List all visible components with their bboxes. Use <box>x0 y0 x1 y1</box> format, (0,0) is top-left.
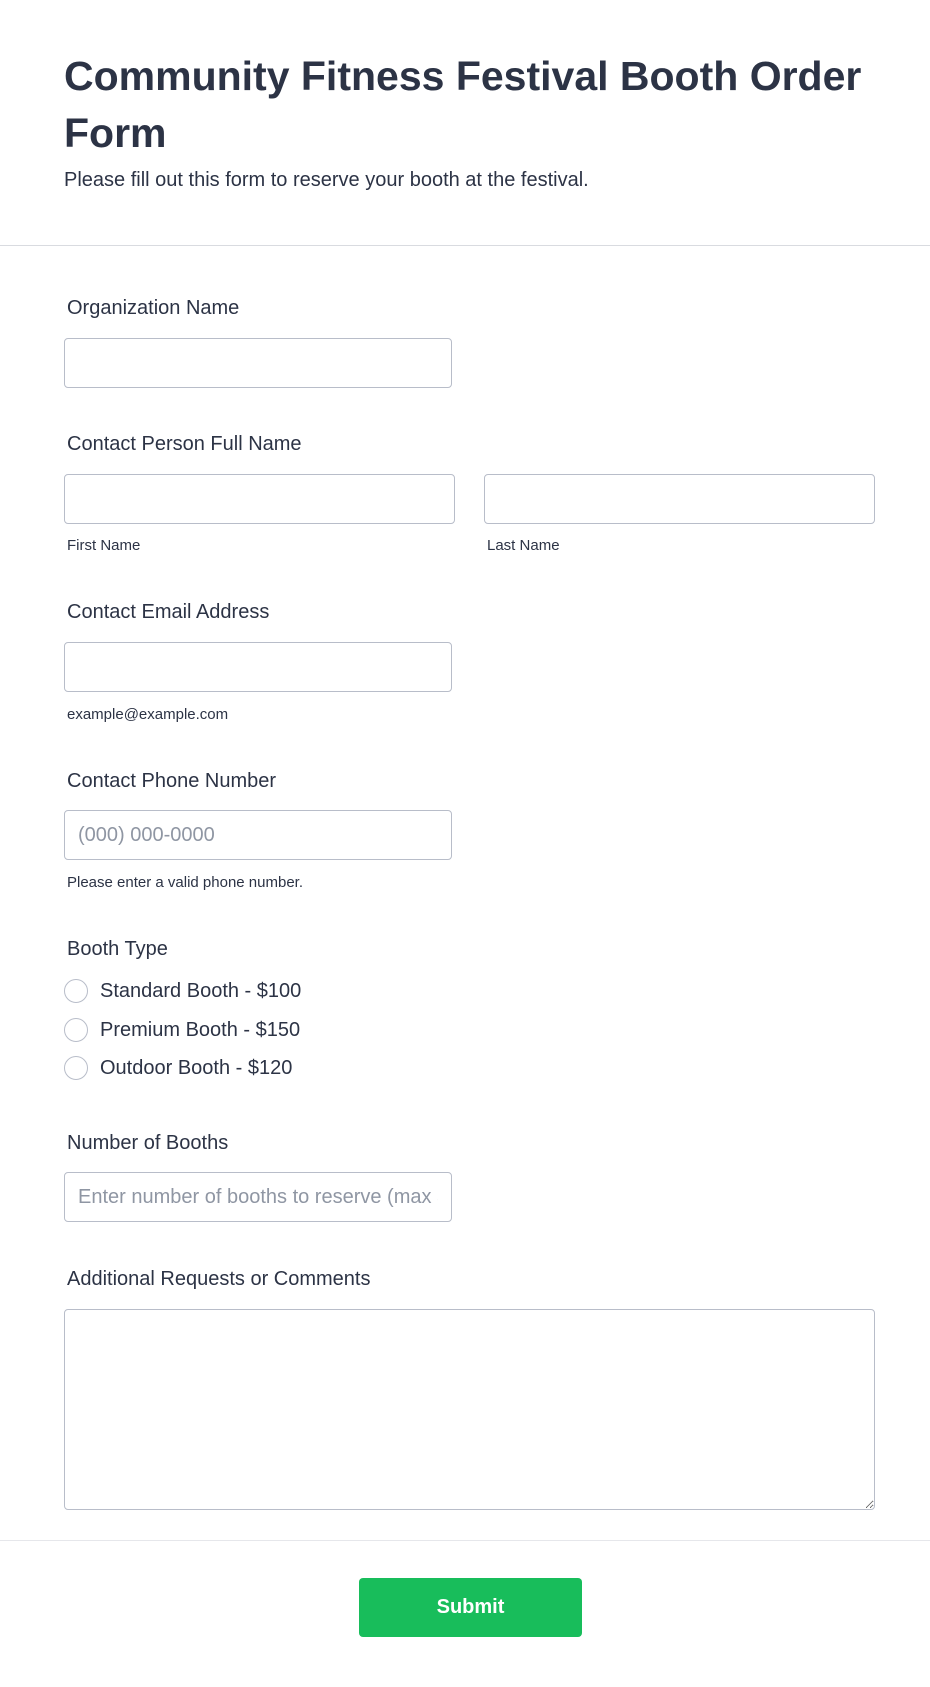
radio-button[interactable] <box>64 1018 88 1042</box>
booth-count-label: Number of Booths <box>67 1132 229 1154</box>
form-header <box>0 0 930 246</box>
booth-type-option-outdoor[interactable] <box>64 1055 292 1081</box>
booth-type-option-label: Standard Booth - $100 <box>100 979 302 1002</box>
booth-type-option-label: Outdoor Booth - $120 <box>100 1056 293 1079</box>
last-name-input[interactable] <box>484 474 875 524</box>
first-name-input[interactable] <box>64 474 455 524</box>
radio-button[interactable] <box>64 1056 88 1080</box>
form-title: Community Fitness Festival Booth Order Form <box>64 53 862 156</box>
phone-label: Contact Phone Number <box>67 770 277 792</box>
booth-type-label: Booth Type <box>67 938 168 960</box>
email-sublabel: example@example.com <box>67 706 229 723</box>
comments-textarea[interactable] <box>64 1309 875 1510</box>
email-label: Contact Email Address <box>67 601 270 623</box>
email-input[interactable] <box>64 642 452 692</box>
booth-type-option-label: Premium Booth - $150 <box>100 1018 301 1041</box>
footer-divider <box>0 1540 930 1541</box>
form-subtitle: Please fill out this form to reserve your booth at the festival. <box>64 169 589 191</box>
radio-button[interactable] <box>64 979 88 1003</box>
booth-count-input[interactable] <box>64 1172 452 1222</box>
organization-name-input[interactable] <box>64 338 452 388</box>
booth-type-option-standard[interactable] <box>64 978 301 1004</box>
organization-name-label: Organization Name <box>67 297 240 319</box>
submit-button[interactable]: Submit <box>359 1578 582 1637</box>
comments-label: Additional Requests or Comments <box>67 1268 371 1290</box>
phone-input[interactable] <box>64 810 452 860</box>
booth-type-option-premium[interactable] <box>64 1017 300 1043</box>
phone-sublabel: Please enter a valid phone number. <box>67 874 303 891</box>
contact-name-label: Contact Person Full Name <box>67 433 302 455</box>
last-name-sublabel: Last Name <box>487 537 560 554</box>
first-name-sublabel: First Name <box>67 537 141 554</box>
